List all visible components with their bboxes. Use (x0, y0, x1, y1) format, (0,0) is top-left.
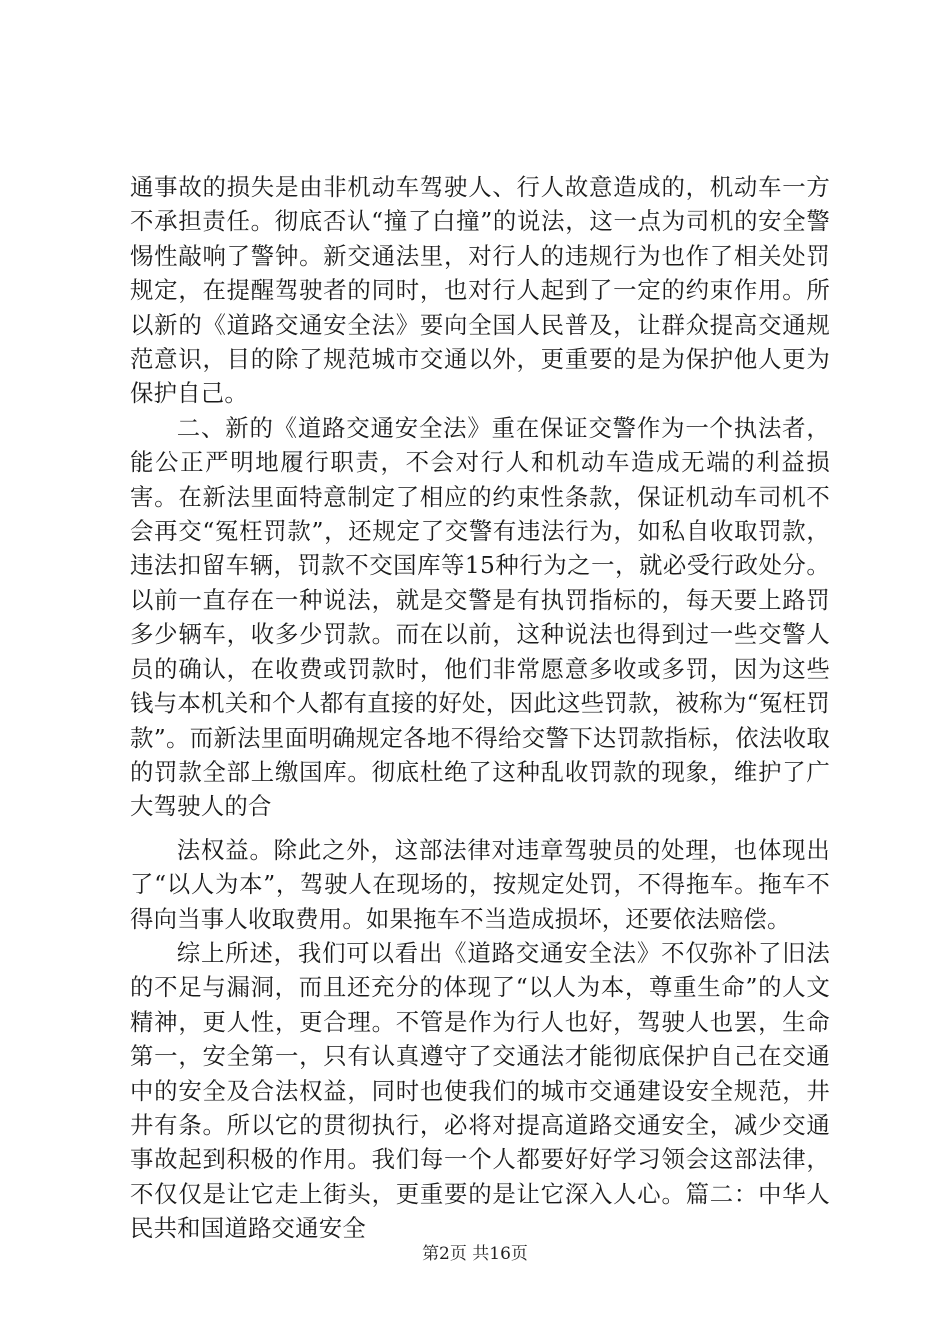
document-body (130, 170, 830, 1246)
paragraph-4: 综上所述，我们可以看出《道路交通安全法》不仅弥补了旧法的不足与漏洞，而且还充分的体现了“以人为本，尊重生命”的人文精神，更人性，更合理。不管是作为行人也好，驾驶人也罢，生命第一，安全第一，只有认真遵守了交通法才能彻底保护自己在交通中的安全及合法权益，同时也使我们的城市交通建设安全规范，井井有条。所以它的贯彻执行，必将对提高道路交通安全，减少交通事故起到积极的作用。我们每一个人都要好好学习领会这部法律，不仅仅是让它走上街头，更重要的是让它深入人心。篇二：中华人民共和国道路交通安全 (130, 938, 830, 1243)
paragraph-1: 通事故的损失是由非机动车驾驶人、行人故意造成的，机动车一方不承担责任。彻底否认“撞了白撞”的说法，这一点为司机的安全警惕性敲响了警钟。新交通法里，对行人的违规行为也作了相关处罚规定，在提醒驾驶者的同时，也对行人起到了一定的约束作用。所以新的《道路交通安全法》要向全国人民普及，让群众提高交通规范意识，目的除了规范城市交通以外，更重要的是为保护他人更为保护自己。 (130, 173, 830, 408)
paragraph-2: 二、新的《道路交通安全法》重在保证交警作为一个执法者，能公正严明地履行职责，不会对行人和机动车造成无端的利益损害。在新法里面特意制定了相应的约束性条款，保证机动车司机不会再交“冤枉罚款”，还规定了交警有违法行为，如私自收取罚款，违法扣留车辆，罚款不交国库等15种行为之一，就必受行政处分。以前一直存在一种说法，就是交警是有执罚指标的，每天要上路罚多少辆车，收多少罚款。而在以前，这种说法也得到过一些交警人员的确认，在收费或罚款时，他们非常愿意多收或多罚，因为这些钱与本机关和个人都有直接的好处，因此这些罚款，被称为“冤枉罚款”。而新法里面明确规定各地不得给交警下达罚款指标，依法收取的罚款全部上缴国库。彻底杜绝了这种乱收罚款的现象，维护了广大驾驶人的合 (130, 413, 830, 821)
page-footer: 第2页 共16页 (422, 1244, 528, 1264)
paragraph-3: 法权益。除此之外，这部法律对违章驾驶员的处理，也体现出了“以人为本”，驾驶人在现场的，按规定处罚，不得拖车。拖车不得向当事人收取费用。如果拖车不当造成损坏，还要依法赔偿。 (130, 835, 830, 933)
